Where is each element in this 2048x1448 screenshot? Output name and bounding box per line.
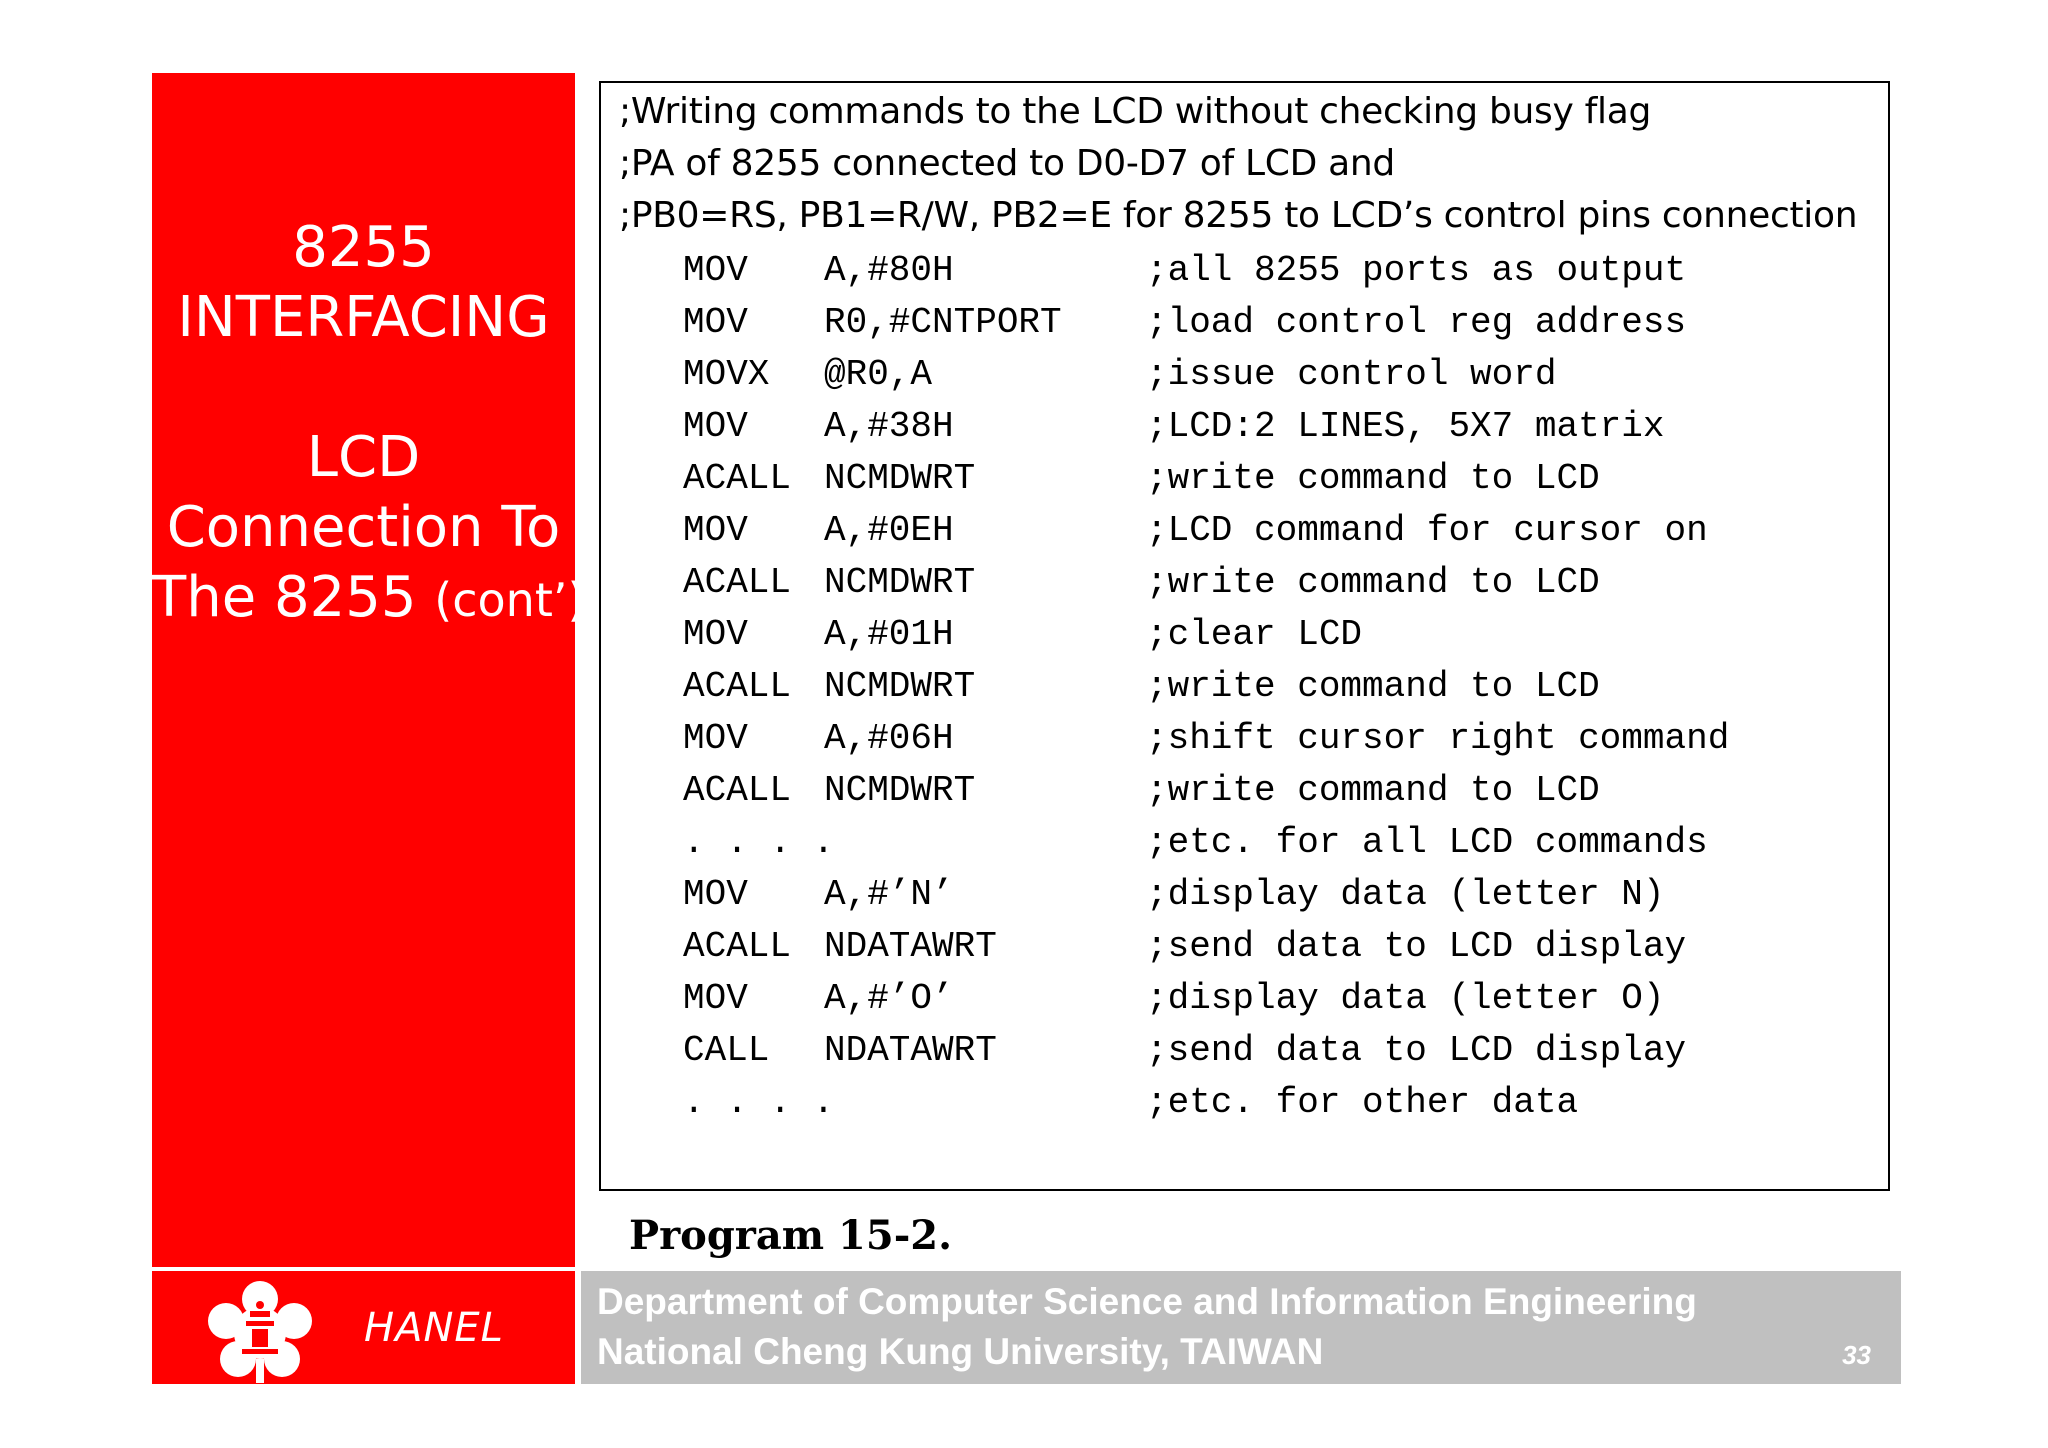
opcode: MOVX — [683, 354, 770, 395]
footer-bar — [581, 1271, 1901, 1384]
header-comment: ;PA of 8255 connected to D0-D7 of LCD and — [619, 143, 1395, 184]
title-line: LCD — [306, 425, 421, 490]
code-comment: ;shift cursor right command — [1146, 718, 1730, 759]
operand: R0,#CNTPORT — [824, 302, 1062, 343]
code-comment: ;etc. for all LCD commands — [1146, 822, 1708, 863]
opcode: ACALL — [683, 770, 792, 811]
opcode: MOV — [683, 510, 748, 551]
code-comment: ;write command to LCD — [1146, 562, 1600, 603]
operand: NCMDWRT — [824, 770, 976, 811]
opcode: ACALL — [683, 458, 792, 499]
opcode: MOV — [683, 978, 748, 1019]
university-seal-icon — [202, 1277, 318, 1385]
code-comment: ;write command to LCD — [1146, 666, 1600, 707]
opcode: MOV — [683, 406, 748, 447]
header-comment: ;Writing commands to the LCD without checking busy flag — [619, 91, 1652, 132]
opcode: ACALL — [683, 926, 792, 967]
title-line — [152, 563, 586, 635]
code-comment: ;send data to LCD display — [1146, 926, 1687, 967]
code-comment: ;send data to LCD display — [1146, 1030, 1687, 1071]
code-comment: ;load control reg address — [1146, 302, 1687, 343]
operand: A,#01H — [824, 614, 954, 655]
operand: A,#38H — [824, 406, 954, 447]
operand: A,#’N’ — [824, 874, 954, 915]
title-line: Connection To — [166, 495, 561, 560]
opcode: ACALL — [683, 666, 792, 707]
slide-title — [152, 213, 586, 635]
university-name: National Cheng Kung University, TAIWAN — [597, 1331, 1324, 1372]
code-comment: ;write command to LCD — [1146, 770, 1600, 811]
opcode: ACALL — [683, 562, 792, 603]
program-caption: Program 15-2. — [629, 1212, 953, 1259]
code-comment: ;LCD command for cursor on — [1146, 510, 1708, 551]
operand: NDATAWRT — [824, 926, 997, 967]
title-panel — [152, 73, 586, 1267]
page-number: 33 — [1842, 1340, 1871, 1370]
operand: A,#06H — [824, 718, 954, 759]
code-comment: ;display data (letter N) — [1146, 874, 1665, 915]
opcode: . . . . — [683, 1082, 835, 1123]
department-name: Department of Computer Science and Information Engineering — [597, 1281, 1697, 1322]
code-comment: ;write command to LCD — [1146, 458, 1600, 499]
code-comment: ;issue control word — [1146, 354, 1557, 395]
operand: NCMDWRT — [824, 562, 976, 603]
opcode: MOV — [683, 302, 748, 343]
operand: A,#80H — [824, 250, 954, 291]
code-comment: ;display data (letter O) — [1146, 978, 1665, 1019]
header-comment: ;PB0=RS, PB1=R/W, PB2=E for 8255 to LCD’s control pins connection — [619, 195, 1858, 236]
opcode: . . . . — [683, 822, 835, 863]
code-comment: ;all 8255 ports as output — [1146, 250, 1687, 291]
operand: @R0,A — [824, 354, 933, 395]
code-comment: ;etc. for other data — [1146, 1082, 1579, 1123]
code-listing — [599, 81, 1890, 1191]
title-line5-main: The 8255 — [152, 565, 435, 630]
operand: A,#’O’ — [824, 978, 954, 1019]
opcode: MOV — [683, 250, 748, 291]
operand: NCMDWRT — [824, 458, 976, 499]
opcode: CALL — [683, 1030, 770, 1071]
operand: NDATAWRT — [824, 1030, 997, 1071]
title-spacer — [152, 353, 575, 423]
logo-panel — [152, 1271, 575, 1384]
hanel-logo-text: HANEL — [364, 1305, 504, 1351]
code-comment: ;LCD:2 LINES, 5X7 matrix — [1146, 406, 1665, 447]
code-comment: ;clear LCD — [1146, 614, 1363, 655]
title-line5-suffix: (cont’) — [434, 573, 586, 627]
opcode: MOV — [683, 614, 748, 655]
title-line: INTERFACING — [177, 285, 550, 350]
operand: NCMDWRT — [824, 666, 976, 707]
title-line: 8255 — [292, 215, 435, 280]
operand: A,#0EH — [824, 510, 954, 551]
opcode: MOV — [683, 874, 748, 915]
opcode: MOV — [683, 718, 748, 759]
